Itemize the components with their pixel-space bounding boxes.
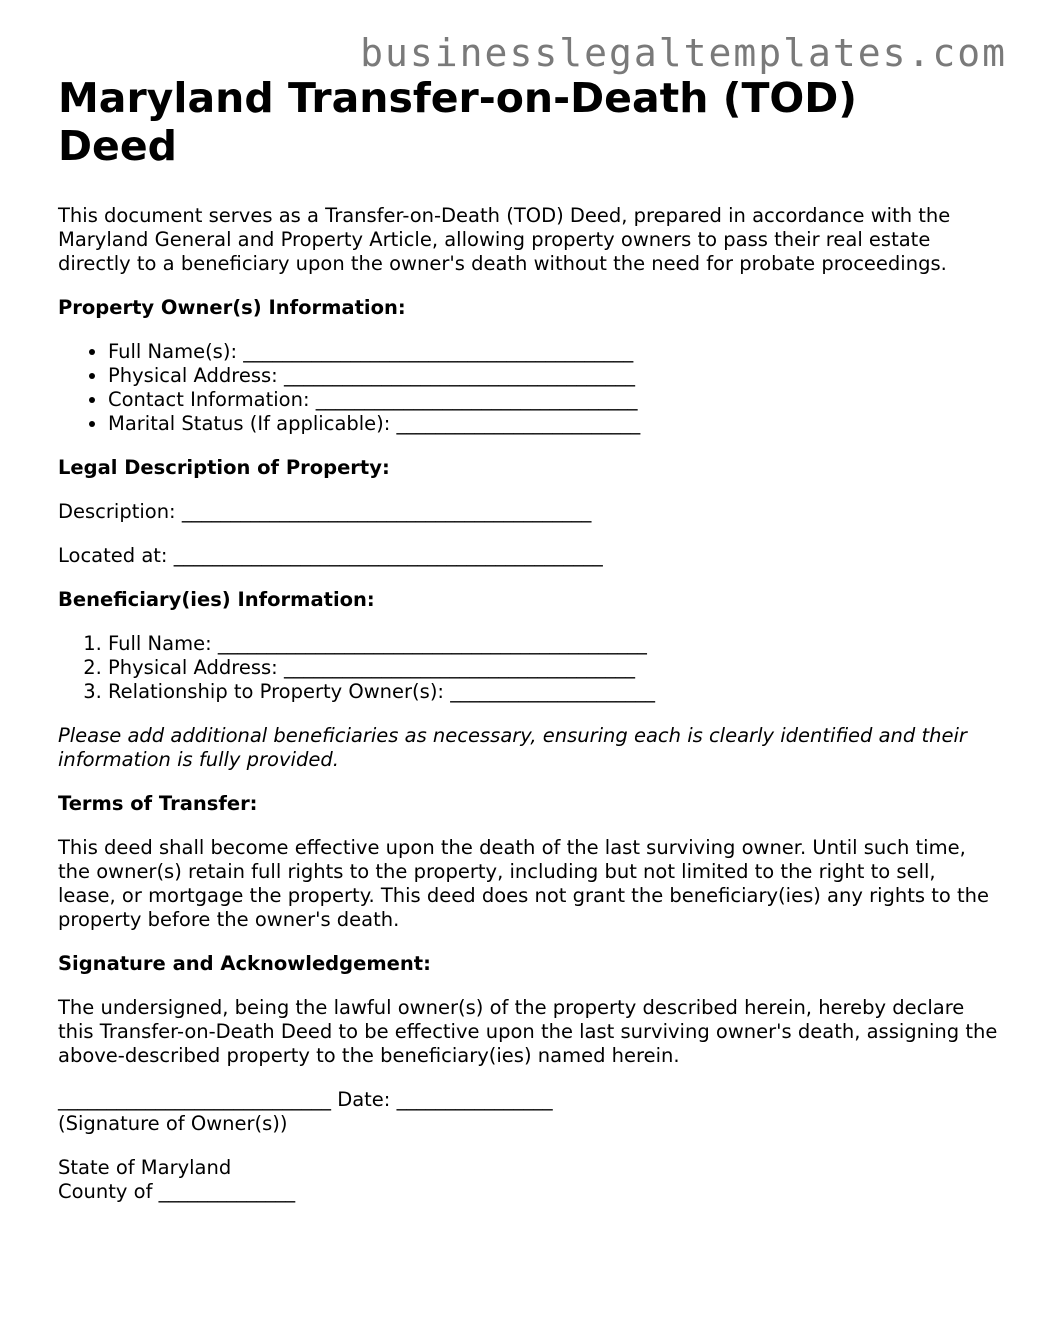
list-item: • Marital Status (If applicable): _________________________ [108, 412, 998, 436]
list-item: 1. Full Name: ____________________________________________ [108, 632, 998, 656]
county-line: County of ______________ [58, 1180, 296, 1203]
terms-section-heading: Terms of Transfer: [58, 792, 258, 815]
beneficiary-section-heading: Beneficiary(ies) Information: [58, 588, 375, 611]
intro-paragraph: This document serves as a Transfer-on-Death (TOD) Deed, prepared in accordance with the Maryland General and Property Article, allowing property owners to pass their real estate directly to a beneficiary upon the owner's death without the need for probate proceedings. [58, 204, 951, 275]
description-line: Description: __________________________________________ [58, 500, 592, 523]
legal-section-heading: Legal Description of Property: [58, 456, 390, 479]
signature-line: ____________________________ Date: ________________ [58, 1088, 553, 1111]
owner-info-list [58, 340, 998, 436]
owner-section-heading: Property Owner(s) Information: [58, 296, 406, 319]
document-page [58, 74, 998, 1204]
state-line: State of Maryland [58, 1156, 232, 1179]
spacer [58, 1136, 998, 1156]
list-item: 2. Physical Address: ____________________________________ [108, 656, 998, 680]
signature-paragraph: The undersigned, being the lawful owner(s) of the property described herein, hereby declare this Transfer-on-Death Deed to be effective upon the last surviving owner's death, assigning the above-described property to the beneficiary(ies) named herein. [58, 996, 998, 1067]
located-line: Located at: ____________________________________________ [58, 544, 603, 567]
signature-caption: (Signature of Owner(s)) [58, 1112, 288, 1135]
terms-paragraph: This deed shall become effective upon the death of the last surviving owner. Until such time, the owner(s) retain full rights to the property, including but not limited to the right to sell, lease, or mortgage the property. This deed does not grant the beneficiary(ies) any rights to the property before the owner's death. [58, 836, 990, 931]
list-item: 3. Relationship to Property Owner(s): _____________________ [108, 680, 998, 704]
list-item: • Full Name(s): ________________________________________ [108, 340, 998, 364]
list-item: • Physical Address: ____________________________________ [108, 364, 998, 388]
watermark: businesslegaltemplates.com [360, 31, 1007, 75]
beneficiary-note: Please add additional beneficiaries as necessary, ensuring each is clearly identified and their information is fully provided. [58, 724, 967, 771]
beneficiary-info-list [58, 632, 998, 704]
signature-section-heading: Signature and Acknowledgement: [58, 952, 431, 975]
list-item: • Contact Information: _________________________________ [108, 388, 998, 412]
page-title: Maryland Transfer-on-Death (TOD) Deed [58, 74, 858, 170]
